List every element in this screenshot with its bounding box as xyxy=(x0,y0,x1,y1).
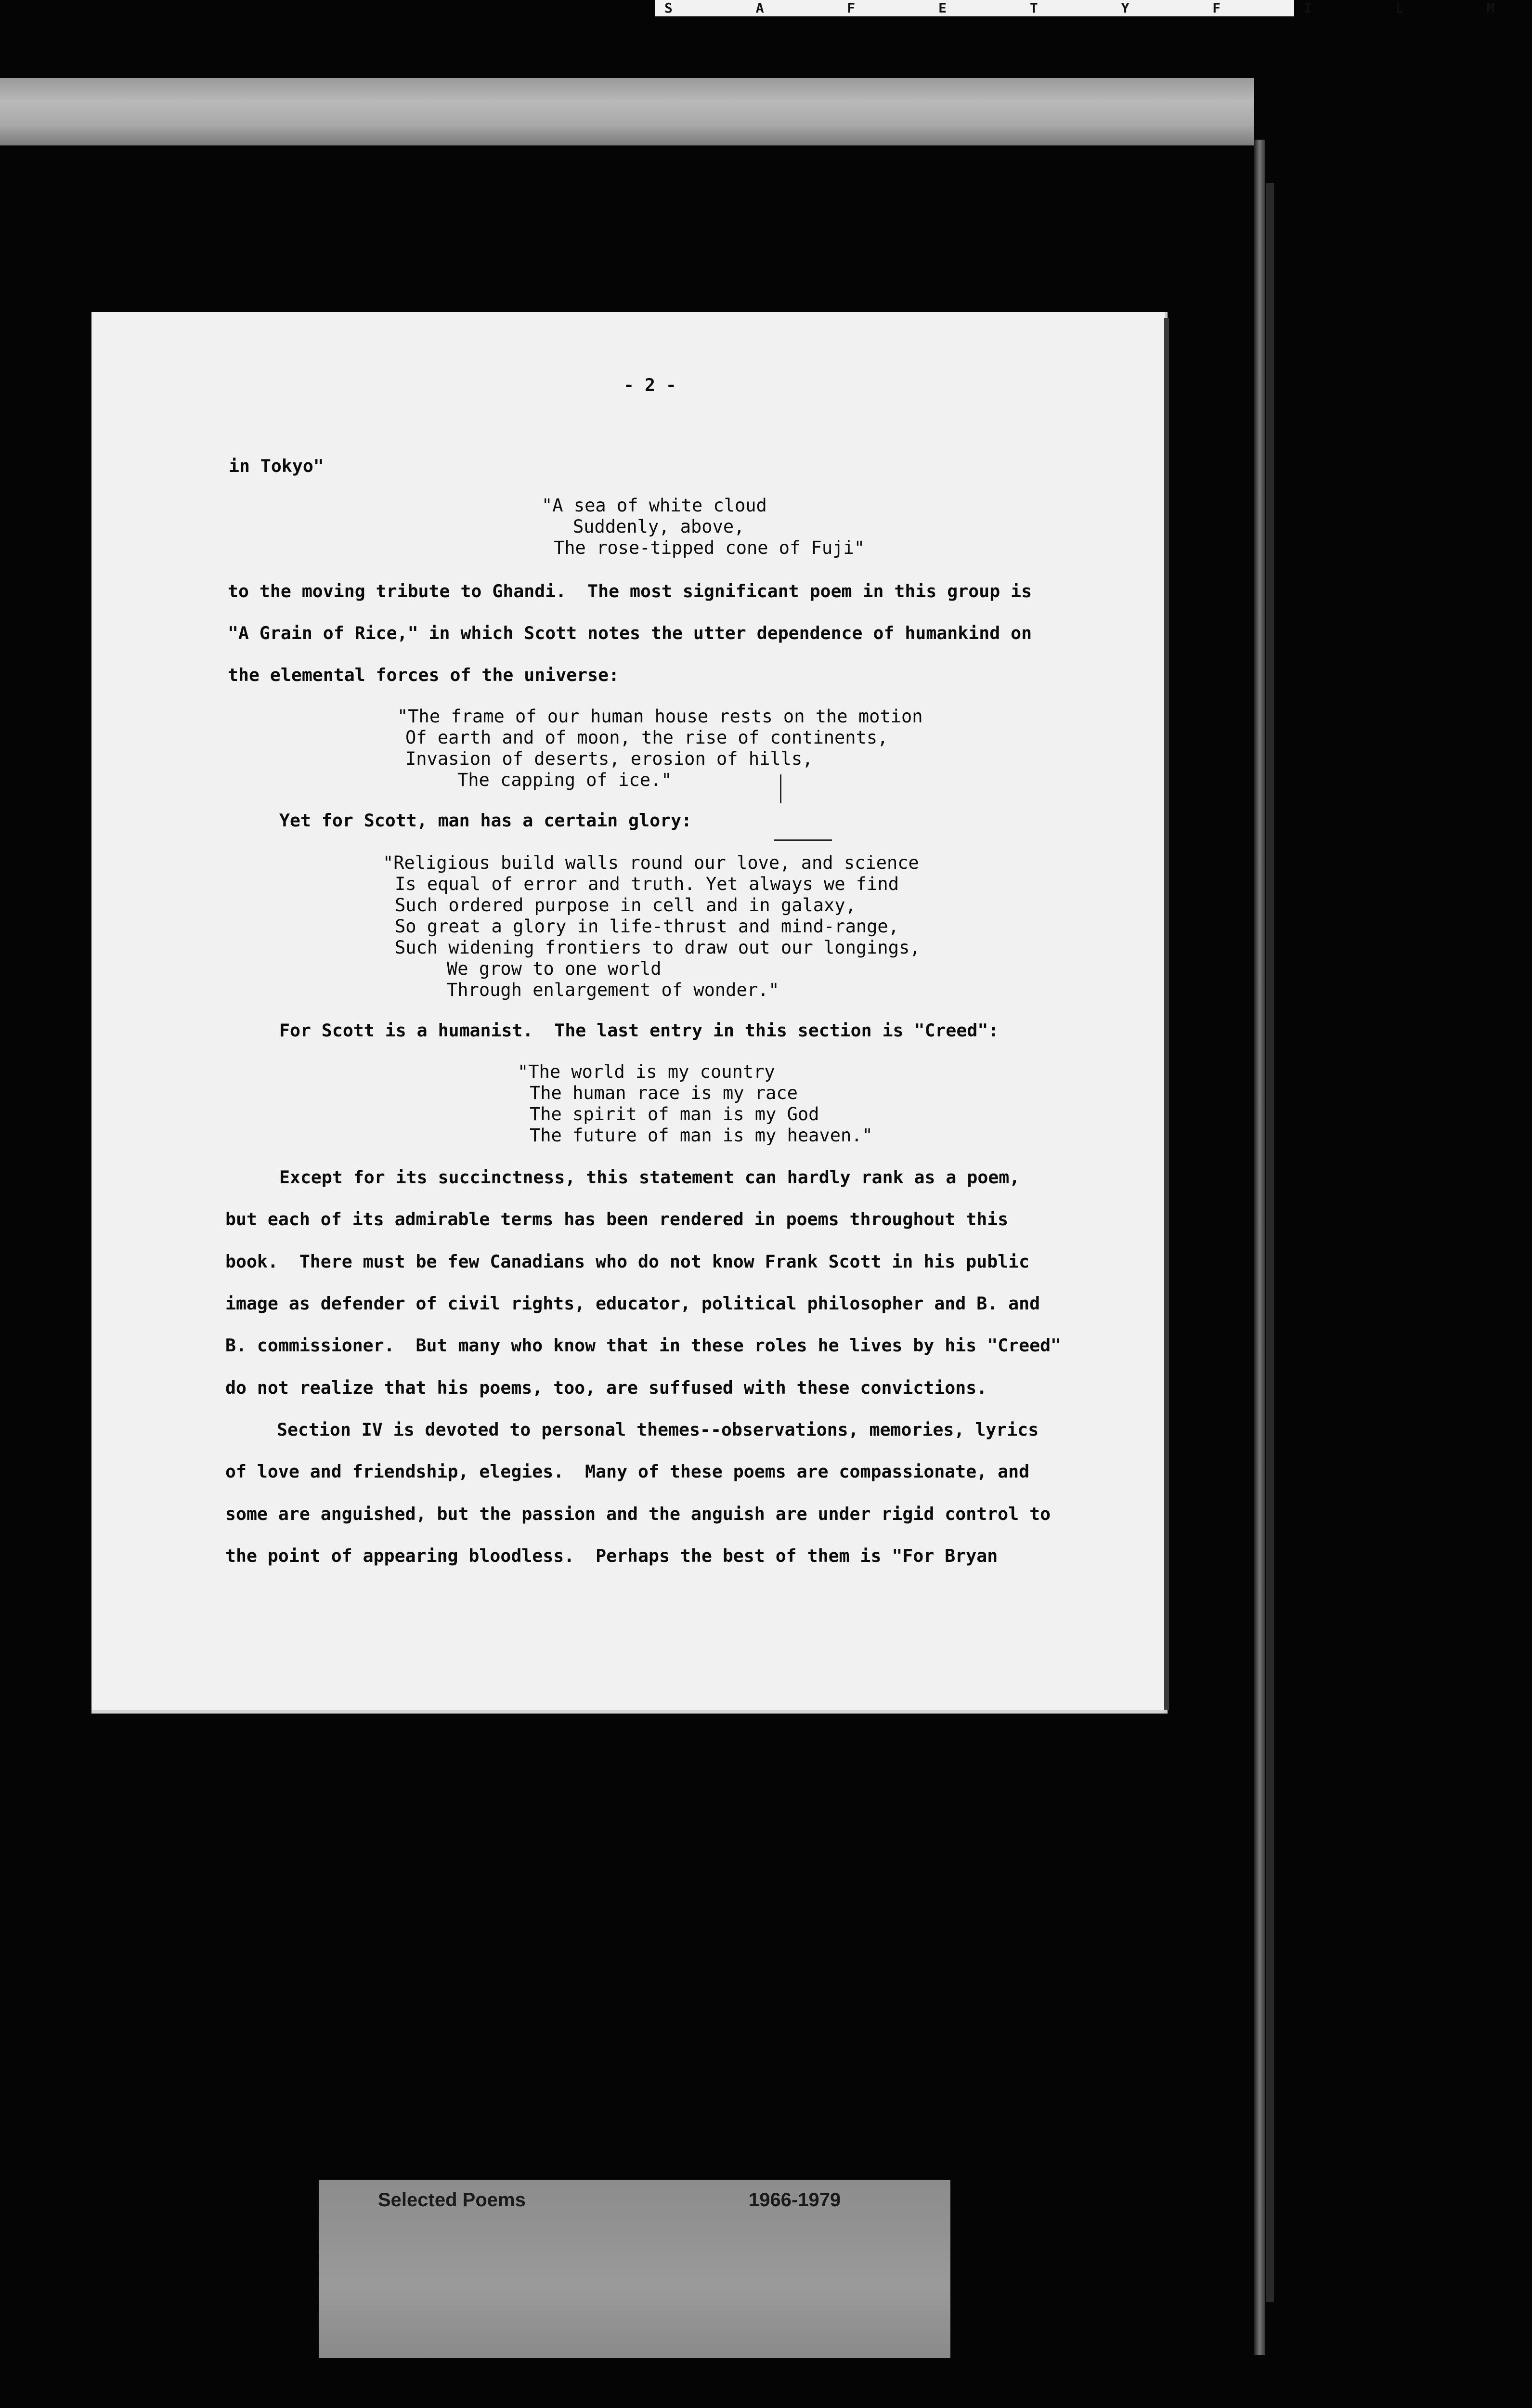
text-line: Yet for Scott, man has a certain glory: xyxy=(279,810,692,831)
text-line: the point of appearing bloodless. Perhaps the best of them is "For Bryan xyxy=(225,1545,998,1566)
text-line: the elemental forces of the universe: xyxy=(228,665,620,685)
text-line: to the moving tribute to Ghandi. The most significant poem in this group is xyxy=(228,581,1032,602)
film-right-rail-secondary xyxy=(1266,183,1274,2302)
quote-line: The future of man is my heaven." xyxy=(530,1125,873,1146)
text-line: Except for its succinctness, this statement can hardly rank as a poem, xyxy=(279,1167,1020,1188)
text-line: do not realize that his poems, too, are suffused with these convictions. xyxy=(225,1377,987,1398)
film-edge-band xyxy=(0,78,1254,145)
quote-line: "The frame of our human house rests on the motion xyxy=(397,706,923,727)
text-line: but each of its admirable terms has been rendered in poems throughout this xyxy=(225,1209,1009,1230)
quote-line: The spirit of man is my God xyxy=(530,1104,819,1125)
film-strip-edge-print: S A F E T Y F I L M xyxy=(655,0,1294,16)
text-line: of love and friendship, elegies. Many of these poems are compassionate, and xyxy=(225,1461,1030,1482)
quote-line: Suddenly, above, xyxy=(573,516,745,537)
page-number: - 2 - xyxy=(623,375,676,395)
typewritten-page xyxy=(91,312,1168,1714)
quote-line: "A sea of white cloud xyxy=(542,495,767,516)
label-title: Selected Poems xyxy=(378,2189,526,2211)
text-line: "A Grain of Rice," in which Scott notes the utter dependence of humankind on xyxy=(228,623,1032,643)
film-right-rail xyxy=(1254,140,1265,2355)
pen-mark xyxy=(780,774,781,803)
quote-line: Invasion of deserts, erosion of hills, xyxy=(405,748,813,769)
quote-line: Through enlargement of wonder." xyxy=(447,980,779,1000)
quote-line: So great a glory in life-thrust and mind-range, xyxy=(395,916,899,937)
text-line: book. There must be few Canadians who do not know Frank Scott in his public xyxy=(225,1251,1030,1272)
quote-line: Is equal of error and truth. Yet always we find xyxy=(395,874,899,894)
quote-line: We grow to one world xyxy=(447,958,662,979)
quote-line: "Religious build walls round our love, and science xyxy=(383,852,919,873)
text-line: Section IV is devoted to personal themes--observations, memories, lyrics xyxy=(277,1419,1039,1440)
text-line: For Scott is a humanist. The last entry in this section is "Creed": xyxy=(279,1020,999,1041)
quote-line: The rose-tipped cone of Fuji" xyxy=(554,537,865,558)
quote-line: Such ordered purpose in cell and in galaxy, xyxy=(395,895,856,916)
quote-line: "The world is my country xyxy=(518,1061,775,1082)
quote-line: The capping of ice." xyxy=(457,770,672,790)
text-line: some are anguished, but the passion and the anguish are under rigid control to xyxy=(225,1504,1051,1524)
text-line: B. commissioner. But many who know that in these roles he lives by his "Creed" xyxy=(225,1335,1062,1356)
quote-line: Such widening frontiers to draw out our longings, xyxy=(395,937,921,958)
pen-mark xyxy=(774,839,832,841)
quote-line: The human race is my race xyxy=(530,1083,798,1103)
label-years: 1966-1979 xyxy=(749,2189,841,2211)
page-edge-shadow xyxy=(1164,318,1169,1710)
quote-line: Of earth and of moon, the rise of continents, xyxy=(405,727,888,748)
text-line: in Tokyo" xyxy=(229,456,324,476)
text-line: image as defender of civil rights, educator, political philosopher and B. and xyxy=(225,1293,1040,1314)
